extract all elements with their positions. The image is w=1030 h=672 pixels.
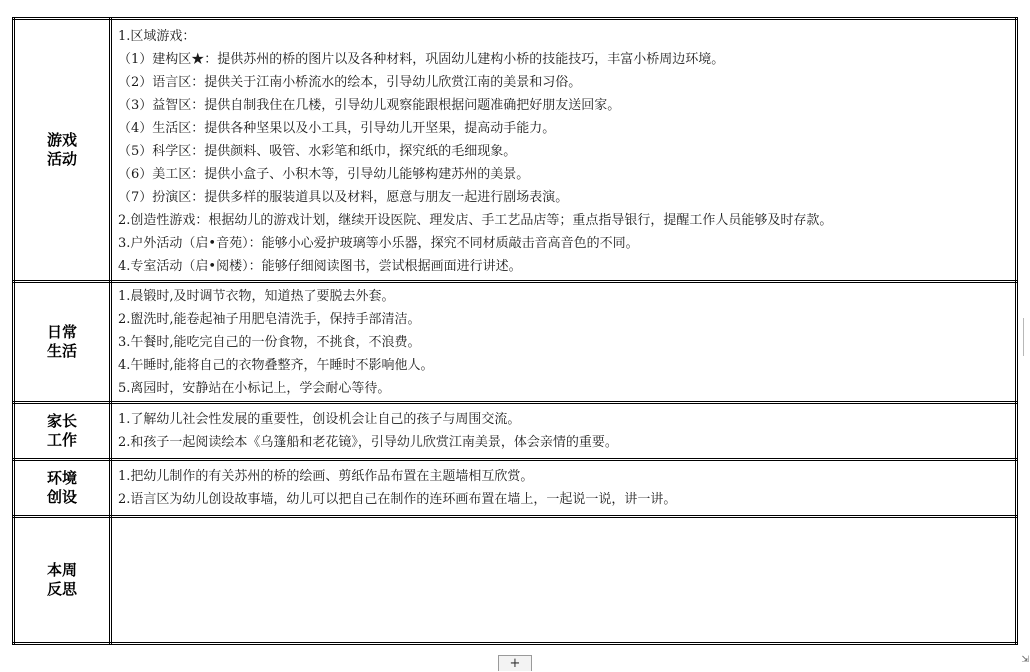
daily-line-5: 5.离园时，安静站在小标记上，学会耐心等待。 (118, 381, 391, 396)
environment-label-cell (14, 460, 111, 517)
reflection-label: 本周反思 (46, 561, 77, 598)
game-line-1: 1.区域游戏： (118, 29, 196, 44)
environment-line-1: 1.把幼儿制作的有关苏州的桥的绘画、剪纸作品布置在主题墙相互欣赏。 (118, 469, 534, 484)
parent-work-label-cell (14, 403, 111, 460)
daily-life-content[interactable] (111, 282, 1017, 403)
weekly-plan-table (12, 17, 1018, 645)
daily-line-2: 2.盥洗时,能卷起袖子用肥皂清洗手，保持手部清洁。 (118, 312, 421, 327)
game-line-10: 3.户外活动（启•音苑）：能够小心爱护玻璃等小乐器，探究不同材质敲击音高音色的不同。 (118, 236, 639, 251)
game-line-6: （5）科学区：提供颜料、吸管、水彩笔和纸巾，探究纸的毛细现象。 (118, 144, 517, 159)
daily-line-4: 4.午睡时,能将自己的衣物叠整齐，午睡时不影响他人。 (118, 358, 434, 373)
parent-work-content[interactable] (111, 403, 1017, 460)
game-activities-row (14, 19, 1017, 282)
game-activities-label-cell (14, 19, 111, 282)
scroll-edge-marker (1023, 318, 1030, 356)
parent-line-1: 1.了解幼儿社会性发展的重要性，创设机会让自己的孩子与周围交流。 (118, 412, 521, 427)
daily-life-label-cell (14, 282, 111, 403)
environment-content[interactable] (111, 460, 1017, 517)
game-line-11: 4.专室活动（启•阅楼）：能够仔细阅读图书，尝试根据画面进行讲述。 (118, 259, 522, 274)
game-line-4: （3）益智区：提供自制我住在几楼，引导幼儿观察能跟根据问题准确把好朋友送回家。 (118, 98, 621, 113)
daily-life-row (14, 282, 1017, 403)
daily-line-1: 1.晨锻时,及时调节衣物，知道热了要脱去外套。 (118, 289, 395, 304)
resize-corner-icon[interactable]: ⇲ (1021, 655, 1029, 665)
environment-label: 环境创设 (46, 469, 77, 506)
game-line-9: 2.创造性游戏：根据幼儿的游戏计划，继续开设医院、理发店、手工艺品店等；重点指导银行，提醒工作人员能够及时存款。 (118, 213, 833, 228)
reflection-row (14, 517, 1017, 644)
game-line-5: （4）生活区：提供各种坚果以及小工具，引导幼儿开坚果，提高动手能力。 (118, 121, 556, 136)
parent-work-row (14, 403, 1017, 460)
game-activities-content[interactable] (111, 19, 1017, 282)
game-line-2: （1）建构区★：提供苏州的桥的图片以及各种材料，巩固幼儿建构小桥的技能技巧，丰富小桥周边环境。 (118, 52, 725, 67)
game-line-8: （7）扮演区：提供多样的服装道具以及材料，愿意与朋友一起进行剧场表演。 (118, 190, 569, 205)
parent-work-label: 家长工作 (46, 412, 77, 449)
add-sheet-button[interactable]: + (498, 655, 532, 671)
reflection-label-cell (14, 517, 111, 644)
game-line-7: （6）美工区：提供小盒子、小积木等，引导幼儿能够构建苏州的美景。 (118, 167, 530, 182)
environment-row (14, 460, 1017, 517)
game-line-3: （2）语言区：提供关于江南小桥流水的绘本，引导幼儿欣赏江南的美景和习俗。 (118, 75, 582, 90)
game-activities-label: 游戏活动 (46, 131, 77, 168)
environment-line-2: 2.语言区为幼儿创设故事墙，幼儿可以把自己在制作的连环画布置在墙上，一起说一说，讲一讲。 (118, 492, 677, 507)
reflection-content[interactable] (111, 517, 1017, 644)
daily-life-label: 日常生活 (46, 323, 77, 360)
parent-line-2: 2.和孩子一起阅读绘本《乌篷船和老花镜》，引导幼儿欣赏江南美景，体会亲情的重要。 (118, 435, 618, 450)
daily-line-3: 3.午餐时,能吃完自己的一份食物，不挑食，不浪费。 (118, 335, 421, 350)
